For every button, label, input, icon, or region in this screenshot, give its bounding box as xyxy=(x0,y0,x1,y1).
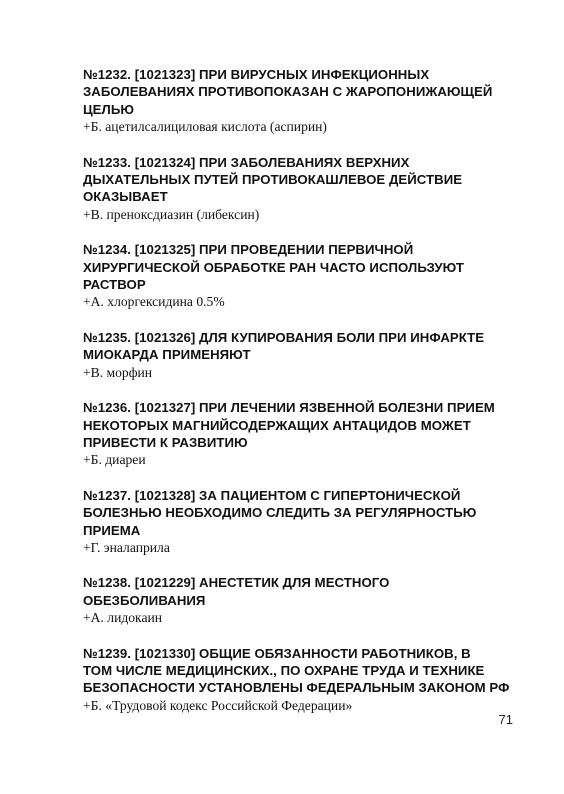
question-text-line xyxy=(83,66,533,83)
question-text-line: НЕКОТОРЫХ МАГНИЙСОДЕРЖАЩИХ АНТАЦИДОВ МОЖЕТ xyxy=(83,417,471,433)
question-text: ОБЩИЕ ОБЯЗАННОСТИ РАБОТНИКОВ, В xyxy=(199,645,471,661)
question-text-line xyxy=(83,329,533,346)
question-text-line: ПРИЕМА xyxy=(83,522,141,538)
question-text-line: ПРИВЕСТИ К РАЗВИТИЮ xyxy=(83,434,248,450)
question-text-line xyxy=(83,574,533,591)
question-text: ПРИ ЛЕЧЕНИИ ЯЗВЕННОЙ БОЛЕЗНИ ПРИЕМ xyxy=(199,400,495,416)
question-heading xyxy=(83,399,533,451)
question-code: [1021330] xyxy=(134,645,196,661)
question-item xyxy=(83,487,533,557)
question-text: ЗА ПАЦИЕНТОМ С ГИПЕРТОНИЧЕСКОЙ xyxy=(199,487,461,503)
answer-text: +Г. эналаприла xyxy=(83,539,170,555)
answer-text: +А. лидокаин xyxy=(83,610,163,626)
question-number: №1233. xyxy=(83,154,132,170)
answer-text: +Б. ацетилсалициловая кислота (аспирин) xyxy=(83,119,327,135)
question-code: [1021324] xyxy=(134,154,196,170)
question-text-line: ХИРУРГИЧЕСКОЙ ОБРАБОТКЕ РАН ЧАСТО ИСПОЛЬЗУЮТ xyxy=(83,259,465,275)
question-list xyxy=(83,66,533,732)
question-item xyxy=(83,329,533,381)
question-text-line xyxy=(83,154,533,171)
question-text: ПРИ ЗАБОЛЕВАНИЯХ ВЕРХНИХ xyxy=(199,154,410,170)
question-heading xyxy=(83,241,533,293)
question-item xyxy=(83,66,533,136)
question-heading xyxy=(83,645,533,697)
question-number: №1232. xyxy=(83,67,132,82)
question-heading xyxy=(83,574,533,609)
answer-text: +В. морфин xyxy=(83,364,153,380)
question-text: ПРИ ВИРУСНЫХ ИНФЕКЦИОННЫХ xyxy=(199,67,430,82)
question-text-line xyxy=(83,399,533,416)
question-text-line: РАСТВОР xyxy=(83,277,146,293)
question-item xyxy=(83,154,533,224)
question-number: №1237. xyxy=(83,487,132,503)
question-heading xyxy=(83,329,533,364)
question-code: [1021328] xyxy=(134,487,196,503)
question-code: [1021327] xyxy=(134,400,196,416)
question-text-line: ОКАЗЫВАЕТ xyxy=(83,189,168,205)
page-number: 71 xyxy=(498,712,513,727)
question-item xyxy=(83,574,533,626)
question-item xyxy=(83,645,533,715)
question-heading xyxy=(83,154,533,206)
question-text-line xyxy=(83,487,533,504)
answer-text: +А. хлоргексидина 0.5% xyxy=(83,294,225,310)
question-code: [1021326] xyxy=(134,329,196,345)
question-text-line: ОБЕЗБОЛИВАНИЯ xyxy=(83,592,206,608)
question-text-line: ТОМ ЧИСЛЕ МЕДИЦИНСКИХ., ПО ОХРАНЕ ТРУДА И ТЕХНИКЕ xyxy=(83,662,485,678)
question-item xyxy=(83,399,533,469)
question-code: [1021229] xyxy=(134,575,196,591)
question-text-line: ЦЕЛЬЮ xyxy=(83,101,135,117)
question-number: №1239. xyxy=(83,645,132,661)
answer-text: +Б. диареи xyxy=(83,452,146,468)
question-text-line xyxy=(83,645,533,662)
question-code: [1021323] xyxy=(134,67,196,82)
question-text-line: МИОКАРДА ПРИМЕНЯЮТ xyxy=(83,347,251,363)
question-text-line: БЕЗОПАСНОСТИ УСТАНОВЛЕНЫ ФЕДЕРАЛЬНЫМ ЗАКОНОМ РФ xyxy=(83,680,510,696)
question-heading xyxy=(83,66,533,118)
question-heading xyxy=(83,487,533,539)
question-number: №1235. xyxy=(83,329,132,345)
question-code: [1021325] xyxy=(134,242,196,258)
question-item xyxy=(83,241,533,311)
question-text-line: БОЛЕЗНЬЮ НЕОБХОДИМО СЛЕДИТЬ ЗА РЕГУЛЯРНОСТЬЮ xyxy=(83,505,477,521)
question-text: ДЛЯ КУПИРОВАНИЯ БОЛИ ПРИ ИНФАРКТЕ xyxy=(199,329,485,345)
question-text-line: ДЫХАТЕЛЬНЫХ ПУТЕЙ ПРОТИВОКАШЛЕВОЕ ДЕЙСТВИЕ xyxy=(83,172,463,188)
question-text: АНЕСТЕТИК ДЛЯ МЕСТНОГО xyxy=(199,575,390,591)
answer-text: +В. преноксдиазин (либексин) xyxy=(83,206,260,222)
question-text: ПРИ ПРОВЕДЕНИИ ПЕРВИЧНОЙ xyxy=(199,242,414,258)
question-text-line: ЗАБОЛЕВАНИЯХ ПРОТИВОПОКАЗАН С ЖАРОПОНИЖАЮЩЕЙ xyxy=(83,84,493,100)
question-number: №1238. xyxy=(83,575,132,591)
question-number: №1234. xyxy=(83,242,132,258)
question-text-line xyxy=(83,241,533,258)
question-number: №1236. xyxy=(83,400,132,416)
answer-text: +Б. «Трудовой кодекс Российской Федерации» xyxy=(83,697,353,713)
